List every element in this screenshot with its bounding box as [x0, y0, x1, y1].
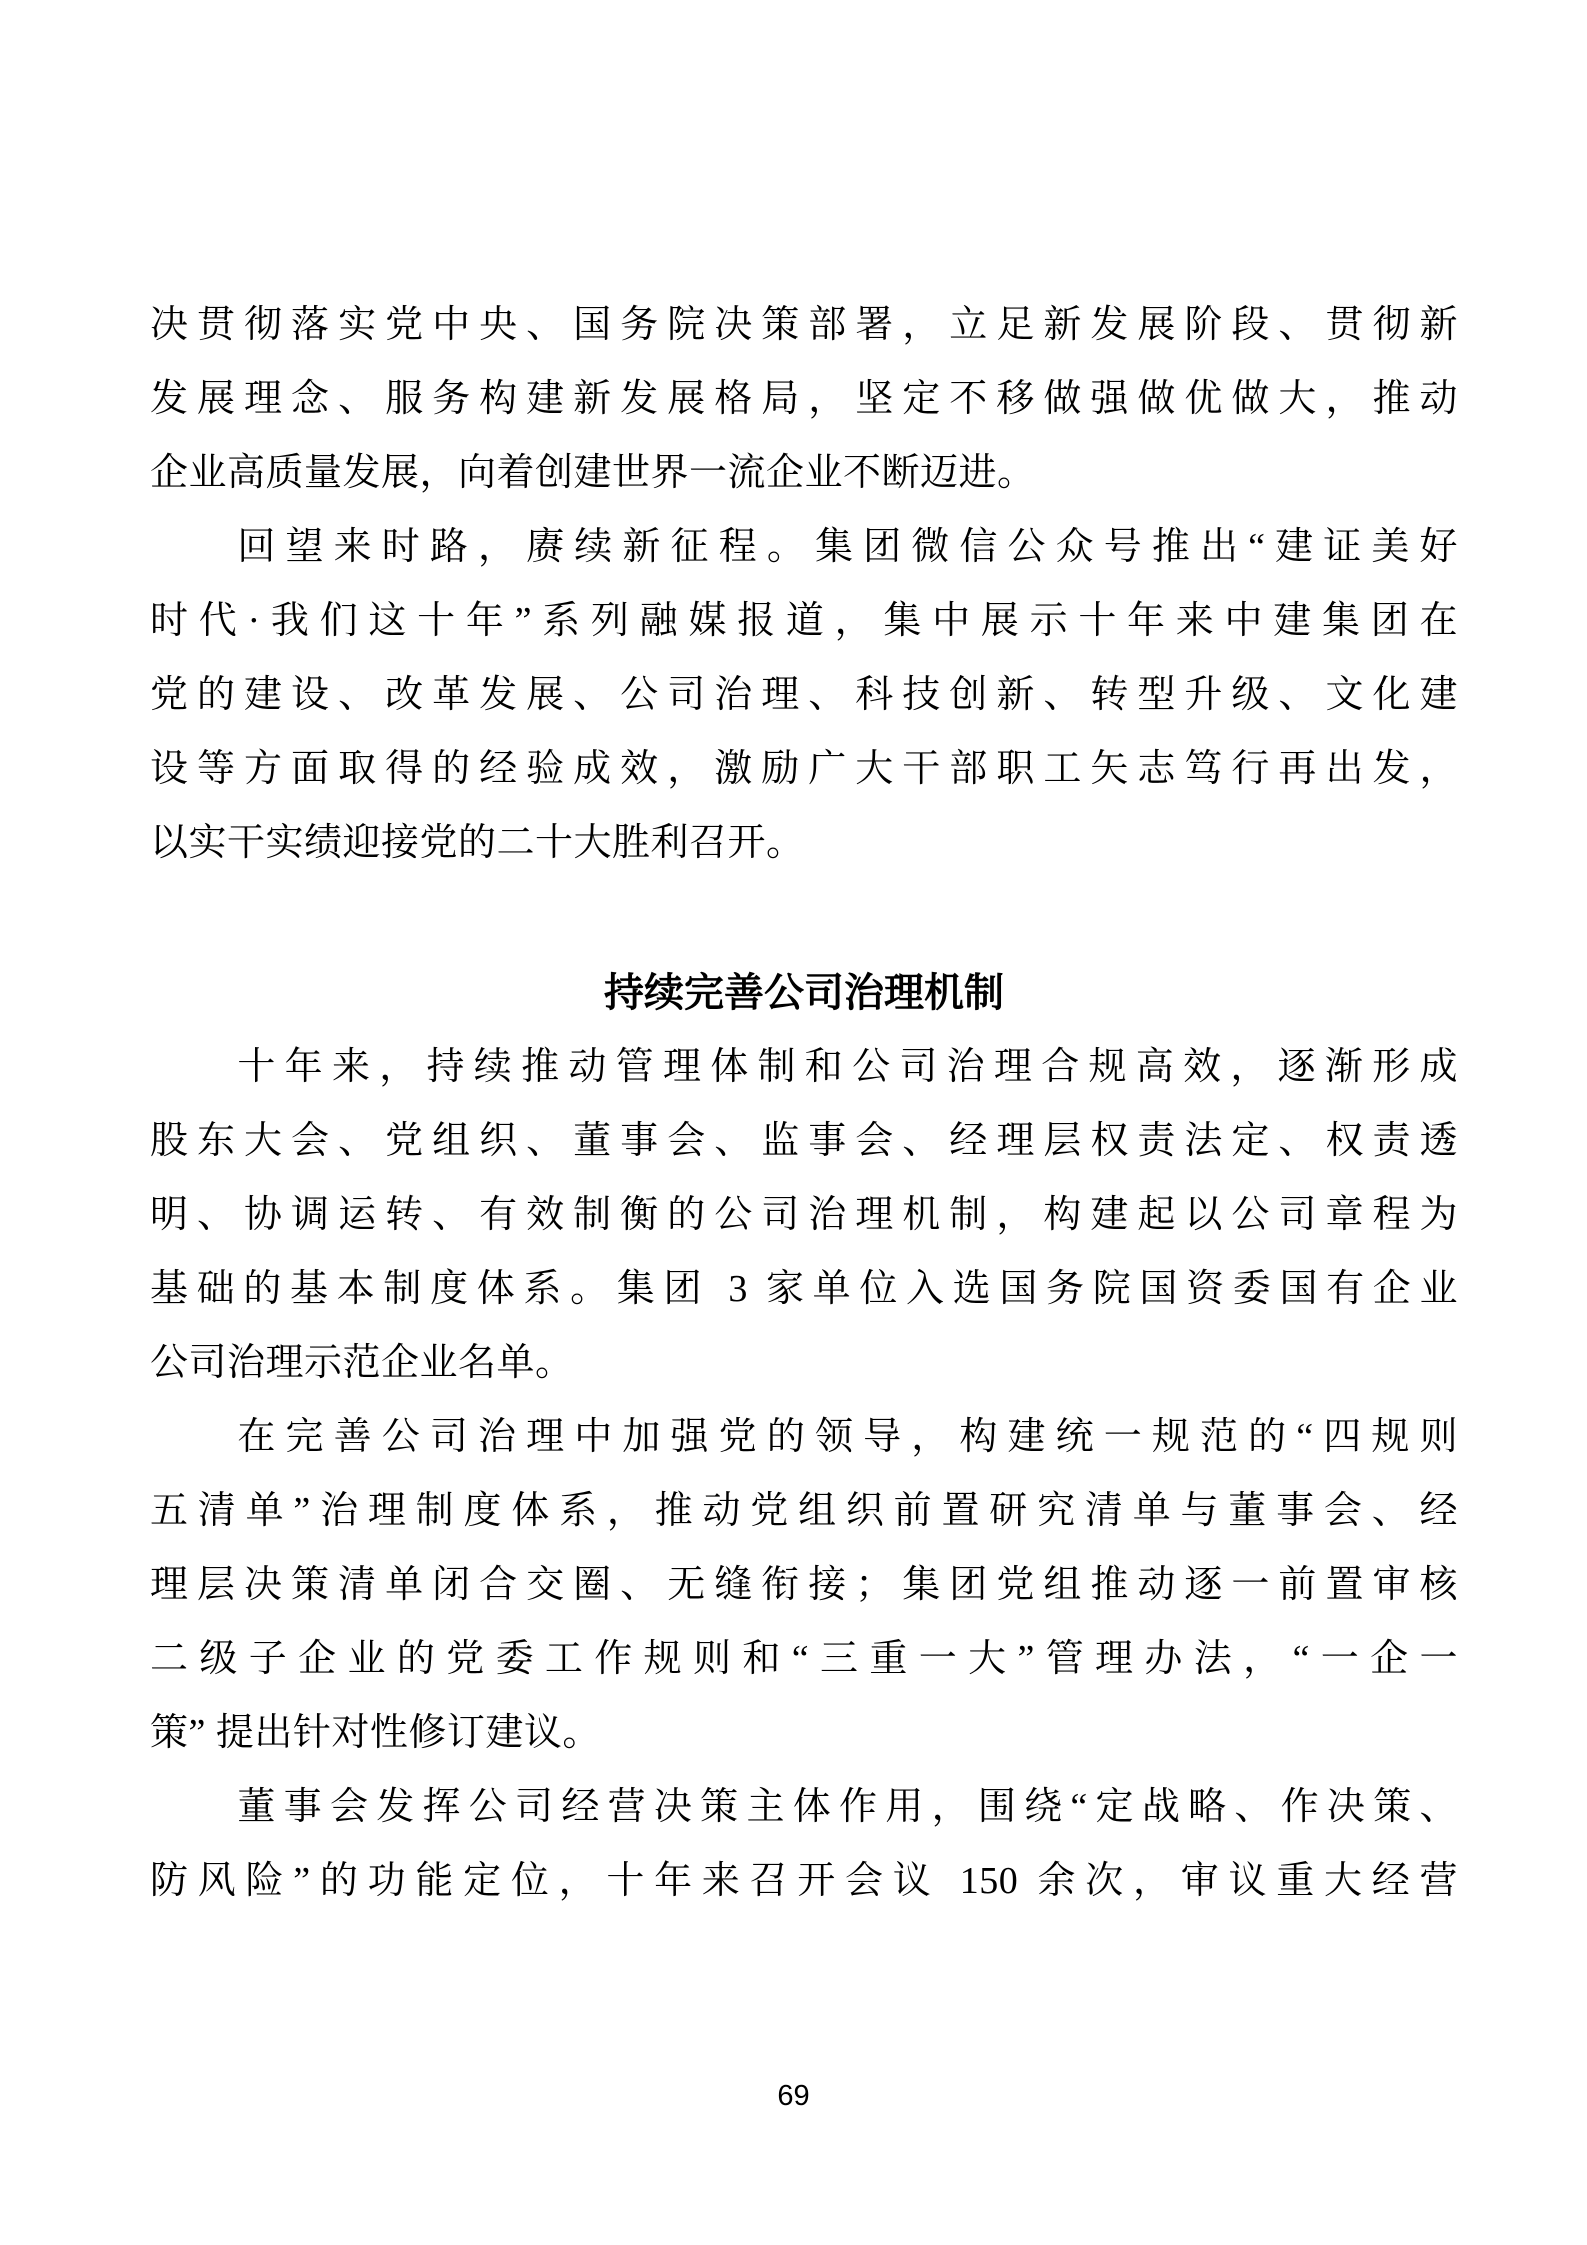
body-line: 企业高质量发展，向着创建世界一流企业不断迈进。 — [150, 452, 1036, 494]
body-line: 策” 提出针对性修订建议。 — [150, 1712, 601, 1754]
body-line: 决贯彻落实党中央、国务院决策部署，立足新发展阶段、贯彻新 — [150, 304, 1458, 346]
body-line: 董事会发挥公司经营决策主体作用，围绕“定战略、作决策、 — [237, 1786, 1458, 1828]
body-line: 时代·我们这十年”系列融媒报道，集中展示十年来中建集团在 — [150, 600, 1458, 642]
body-line: 十年来，持续推动管理体制和公司治理合规高效，逐渐形成 — [237, 1046, 1458, 1088]
body-line: 理层决策清单闭合交圈、无缝衔接；集团党组推动逐一前置审核 — [150, 1564, 1458, 1606]
body-line: 二级子企业的党委工作规则和“三重一大”管理办法，“一企一 — [150, 1638, 1458, 1680]
body-line: 五清单”治理制度体系，推动党组织前置研究清单与董事会、经 — [150, 1490, 1458, 1532]
body-line: 在完善公司治理中加强党的领导，构建统一规范的“四规则 — [237, 1416, 1458, 1458]
document-body — [150, 288, 1458, 1918]
page-number: 69 — [777, 2080, 810, 2112]
body-line: 防风险”的功能定位，十年来召开会议 150 余次，审议重大经营 — [150, 1860, 1458, 1902]
body-line: 回望来时路，赓续新征程。集团微信公众号推出“建证美好 — [237, 526, 1458, 568]
section-heading: 持续完善公司治理机制 — [604, 971, 1004, 1015]
body-line: 公司治理示范企业名单。 — [150, 1342, 574, 1384]
body-line: 股东大会、党组织、董事会、监事会、经理层权责法定、权责透 — [150, 1120, 1458, 1162]
body-line: 发展理念、服务构建新发展格局，坚定不移做强做优做大，推动 — [150, 378, 1458, 420]
body-line: 设等方面取得的经验成效，激励广大干部职工矢志笃行再出发， — [150, 748, 1458, 790]
body-line: 明、协调运转、有效制衡的公司治理机制，构建起以公司章程为 — [150, 1194, 1458, 1236]
body-line: 党的建设、改革发展、公司治理、科技创新、转型升级、文化建 — [150, 674, 1458, 716]
body-line: 以实干实绩迎接党的二十大胜利召开。 — [150, 822, 805, 864]
body-line: 基础的基本制度体系。集团 3 家单位入选国务院国资委国有企业 — [150, 1268, 1458, 1310]
